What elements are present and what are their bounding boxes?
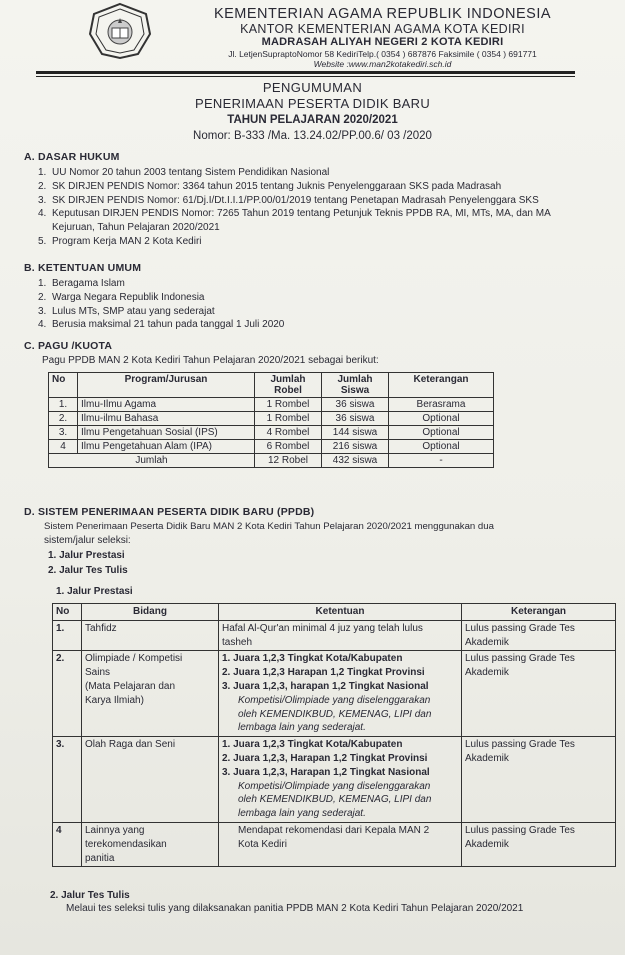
- cell-keterangan: [462, 651, 616, 737]
- ketentuan-line: tasheh: [222, 636, 253, 648]
- cell-bidang: Olah Raga dan Seni: [82, 737, 219, 823]
- cell-keterangan: Optional: [389, 440, 494, 454]
- list-item: 3. Lulus MTs, SMP atau yang sederajat: [38, 305, 215, 317]
- list-item: Kejuruan, Tahun Pelajaran 2020/2021: [52, 222, 220, 234]
- ketentuan-line: 1. Juara 1,2,3 Tingkat Kota/Kabupaten: [222, 653, 403, 665]
- section-d-title: D. SISTEM PENERIMAAN PESERTA DIDIK BARU (PPDB): [24, 506, 315, 518]
- cell-keterangan: [462, 822, 616, 866]
- sub-prestasi-title: 1. Jalur Prestasi: [56, 586, 133, 597]
- quota-table: [48, 372, 494, 468]
- ketentuan-line: 3. Juara 1,2,3, Harapan 1,2 Tingkat Nasional: [222, 766, 430, 778]
- cell-no: 2.: [53, 651, 82, 737]
- letterhead: [8, 0, 621, 68]
- cell-program: Ilmu Pengetahuan Alam (IPA): [78, 440, 255, 454]
- ketentuan-line: Kompetisi/Olimpiade yang diselenggarakan: [238, 780, 431, 792]
- letterhead-rule-thin: [36, 76, 575, 77]
- table-row: [53, 620, 616, 651]
- ketentuan-line: Hafal Al-Qur'an minimal 4 juz yang telah lulus: [222, 622, 423, 634]
- cell-ketentuan: [219, 620, 462, 651]
- bidang-line: Sains: [85, 667, 111, 679]
- cell-keterangan: Optional: [389, 426, 494, 440]
- ketentuan-line: oleh KEMENDIKBUD, KEMENAG, LIPI dan: [238, 708, 432, 720]
- keterangan-line: Lulus passing Grade Tes: [465, 739, 575, 751]
- table-header-row: [53, 604, 616, 621]
- kop-ministry: KEMENTERIAN AGAMA REPUBLIK INDONESIA: [213, 6, 552, 22]
- cell-keterangan: Berasrama: [389, 398, 494, 412]
- cell-bidang: Tahfidz: [82, 620, 219, 651]
- cell-rombel: 6 Rombel: [255, 440, 322, 454]
- table-total-row: [49, 454, 494, 468]
- col-ketentuan: Ketentuan: [219, 604, 462, 621]
- col-program: Program/Jurusan: [78, 373, 255, 398]
- kop-office: KANTOR KEMENTERIAN AGAMA KOTA KEDIRI: [240, 22, 525, 36]
- ketentuan-line: Kota Kediri: [238, 838, 287, 850]
- section-d-intro-1: Sistem Penerimaan Peserta Didik Baru MAN 2 Kota Kediri Tahun Pelajaran 2020/2021 menggunakan dua: [44, 521, 494, 532]
- cell-no: 1.: [53, 620, 82, 651]
- cell-program: Ilmu-Ilmu Agama: [78, 398, 255, 412]
- table-row: [49, 440, 494, 454]
- section-b-title: B. KETENTUAN UMUM: [24, 262, 142, 274]
- ketentuan-line: 2. Juara 1,2,3 Harapan 1,2 Tingkat Provinsi: [222, 667, 425, 679]
- bidang-line: (Mata Pelajaran dan: [85, 680, 176, 692]
- table-row: [49, 426, 494, 440]
- cell-bidang: [82, 651, 219, 737]
- list-item: 3. SK DIRJEN PENDIS Nomor: 61/Dj.I/Dt.I.I.1/PP.00/01/2019 tentang Penetapan Madrasah Penyelenggara SKS: [38, 194, 539, 206]
- ketentuan-line: lembaga lain yang sederajat.: [238, 722, 366, 734]
- cell-bidang: [82, 822, 219, 866]
- bidang-line: Olimpiade / Kompetisi: [85, 653, 183, 665]
- col-rombel: Jumlah Robel: [255, 373, 322, 398]
- ketentuan-line: oleh KEMENDIKBUD, KEMENAG, LIPI dan: [238, 794, 432, 806]
- col-bidang: Bidang: [82, 604, 219, 621]
- sub-tes-tulis-text: Melaui tes seleksi tulis yang dilaksanakan panitia PPDB MAN 2 Kota Kediri Tahun Pelajaran 2020/2021: [66, 903, 524, 914]
- ketentuan-line: 2. Juara 1,2,3, Harapan 1,2 Tingkat Provinsi: [222, 752, 428, 764]
- cell-total-siswa: 432 siswa: [322, 454, 389, 468]
- bidang-line: Lainnya yang: [85, 824, 145, 836]
- cell-ketentuan: [219, 651, 462, 737]
- col-siswa: Jumlah Siswa: [322, 373, 389, 398]
- cell-no: 4: [49, 440, 78, 454]
- bidang-line: terekomendasikan: [85, 838, 167, 850]
- col-keterangan: Keterangan: [389, 373, 494, 398]
- cell-keterangan: [462, 737, 616, 823]
- heading-number: Nomor: B-333 /Ma. 13.24.02/PP.00.6/ 03 /2020: [193, 130, 432, 142]
- ketentuan-line: Mendapat rekomendasi dari Kepala MAN 2: [238, 824, 430, 836]
- keterangan-line: Akademik: [465, 667, 509, 679]
- path-tes-tulis: 2. Jalur Tes Tulis: [48, 565, 128, 576]
- kemenag-logo-icon: [88, 2, 152, 60]
- section-d-intro-2: sistem/jalur seleksi:: [44, 535, 131, 546]
- letterhead-rule: [36, 71, 575, 74]
- cell-no: 1.: [49, 398, 78, 412]
- list-item: 4. Berusia maksimal 21 tahun pada tanggal 1 Juli 2020: [38, 319, 285, 331]
- announcement-heading: [0, 80, 625, 144]
- heading-title: PENGUMUMAN: [262, 80, 363, 95]
- table-row: [53, 822, 616, 866]
- ketentuan-line: Kompetisi/Olimpiade yang diselenggarakan: [238, 694, 431, 706]
- section-c-intro: Pagu PPDB MAN 2 Kota Kediri Tahun Pelajaran 2020/2021 sebagai berikut:: [42, 355, 379, 366]
- kop-school: MADRASAH ALIYAH NEGERI 2 KOTA KEDIRI: [261, 36, 504, 48]
- list-item: 1. UU Nomor 20 tahun 2003 tentang Sistem Pendidikan Nasional: [38, 167, 330, 178]
- list-item: 4. Keputusan DIRJEN PENDIS Nomor: 7265 Tahun 2019 tentang Petunjuk Teknis PPDB RA, MI, MTs, MA, dan MA: [38, 208, 551, 220]
- cell-siswa: 36 siswa: [322, 398, 389, 412]
- table-row: [53, 651, 616, 737]
- list-item: 2. Warga Negara Republik Indonesia: [38, 291, 205, 303]
- section-b-list: [38, 277, 284, 332]
- table-row: [53, 737, 616, 823]
- cell-rombel: 4 Rombel: [255, 426, 322, 440]
- section-a-title: A. DASAR HUKUM: [24, 151, 120, 163]
- keterangan-line: Akademik: [465, 752, 509, 764]
- cell-siswa: 216 siswa: [322, 440, 389, 454]
- cell-siswa: 36 siswa: [322, 412, 389, 426]
- heading-subtitle: PENERIMAAN PESERTA DIDIK BARU: [194, 96, 431, 111]
- cell-siswa: 144 siswa: [322, 426, 389, 440]
- cell-keterangan: Optional: [389, 412, 494, 426]
- keterangan-line: Lulus passing Grade Tes: [465, 824, 575, 836]
- prestasi-table: [52, 603, 616, 867]
- sub-tes-tulis-title: 2. Jalur Tes Tulis: [50, 890, 130, 901]
- cell-no: 4: [53, 822, 82, 866]
- keterangan-line: Lulus passing Grade Tes: [465, 622, 575, 634]
- table-row: [49, 412, 494, 426]
- cell-no: 3.: [53, 737, 82, 823]
- cell-keterangan: [462, 620, 616, 651]
- cell-total-keterangan: -: [389, 454, 494, 468]
- heading-year: TAHUN PELAJARAN 2020/2021: [227, 114, 398, 126]
- cell-ketentuan: [219, 822, 462, 866]
- section-c-title: C. PAGU /KUOTA: [24, 340, 113, 352]
- cell-program: Ilmu Pengetahuan Sosial (IPS): [78, 426, 255, 440]
- table-row: [49, 398, 494, 412]
- list-item: 1. Beragama Islam: [38, 278, 125, 289]
- keterangan-line: Akademik: [465, 838, 509, 850]
- bidang-line: Karya Ilmiah): [85, 694, 144, 706]
- list-item: 5. Program Kerja MAN 2 Kota Kediri: [38, 235, 202, 247]
- cell-total-label: Jumlah: [49, 454, 255, 468]
- path-prestasi: 1. Jalur Prestasi: [48, 550, 125, 561]
- cell-program: Ilmu-ilmu Bahasa: [78, 412, 255, 426]
- col-no: No: [49, 373, 78, 398]
- cell-total-rombel: 12 Robel: [255, 454, 322, 468]
- cell-no: 3.: [49, 426, 78, 440]
- bidang-line: panitia: [85, 852, 115, 864]
- cell-rombel: 1 Rombel: [255, 412, 322, 426]
- keterangan-line: Akademik: [465, 636, 509, 648]
- cell-ketentuan: [219, 737, 462, 823]
- col-keterangan: Keterangan: [462, 604, 616, 621]
- list-item: 2. SK DIRJEN PENDIS Nomor: 3364 tahun 2015 tentang Juknis Penyelenggaraan SKS pada Madrasah: [38, 180, 502, 192]
- ketentuan-line: 1. Juara 1,2,3 Tingkat Kota/Kabupaten: [222, 739, 403, 751]
- ketentuan-line: 3. Juara 1,2,3, harapan 1,2 Tingkat Nasional: [222, 680, 429, 692]
- col-no: No: [53, 604, 82, 621]
- cell-rombel: 1 Rombel: [255, 398, 322, 412]
- table-header-row: [49, 373, 494, 398]
- cell-no: 2.: [49, 412, 78, 426]
- kop-website: Website :www.man2kotakediri.sch.id: [313, 59, 452, 69]
- ketentuan-line: lembaga lain yang sederajat.: [238, 808, 366, 820]
- kop-address: Jl. LetjenSupraptoNomor 58 KediriTelp.( 0354 ) 687876 Faksimile ( 0354 ) 691771: [228, 49, 537, 59]
- keterangan-line: Lulus passing Grade Tes: [465, 653, 575, 665]
- section-a-list: [38, 166, 551, 249]
